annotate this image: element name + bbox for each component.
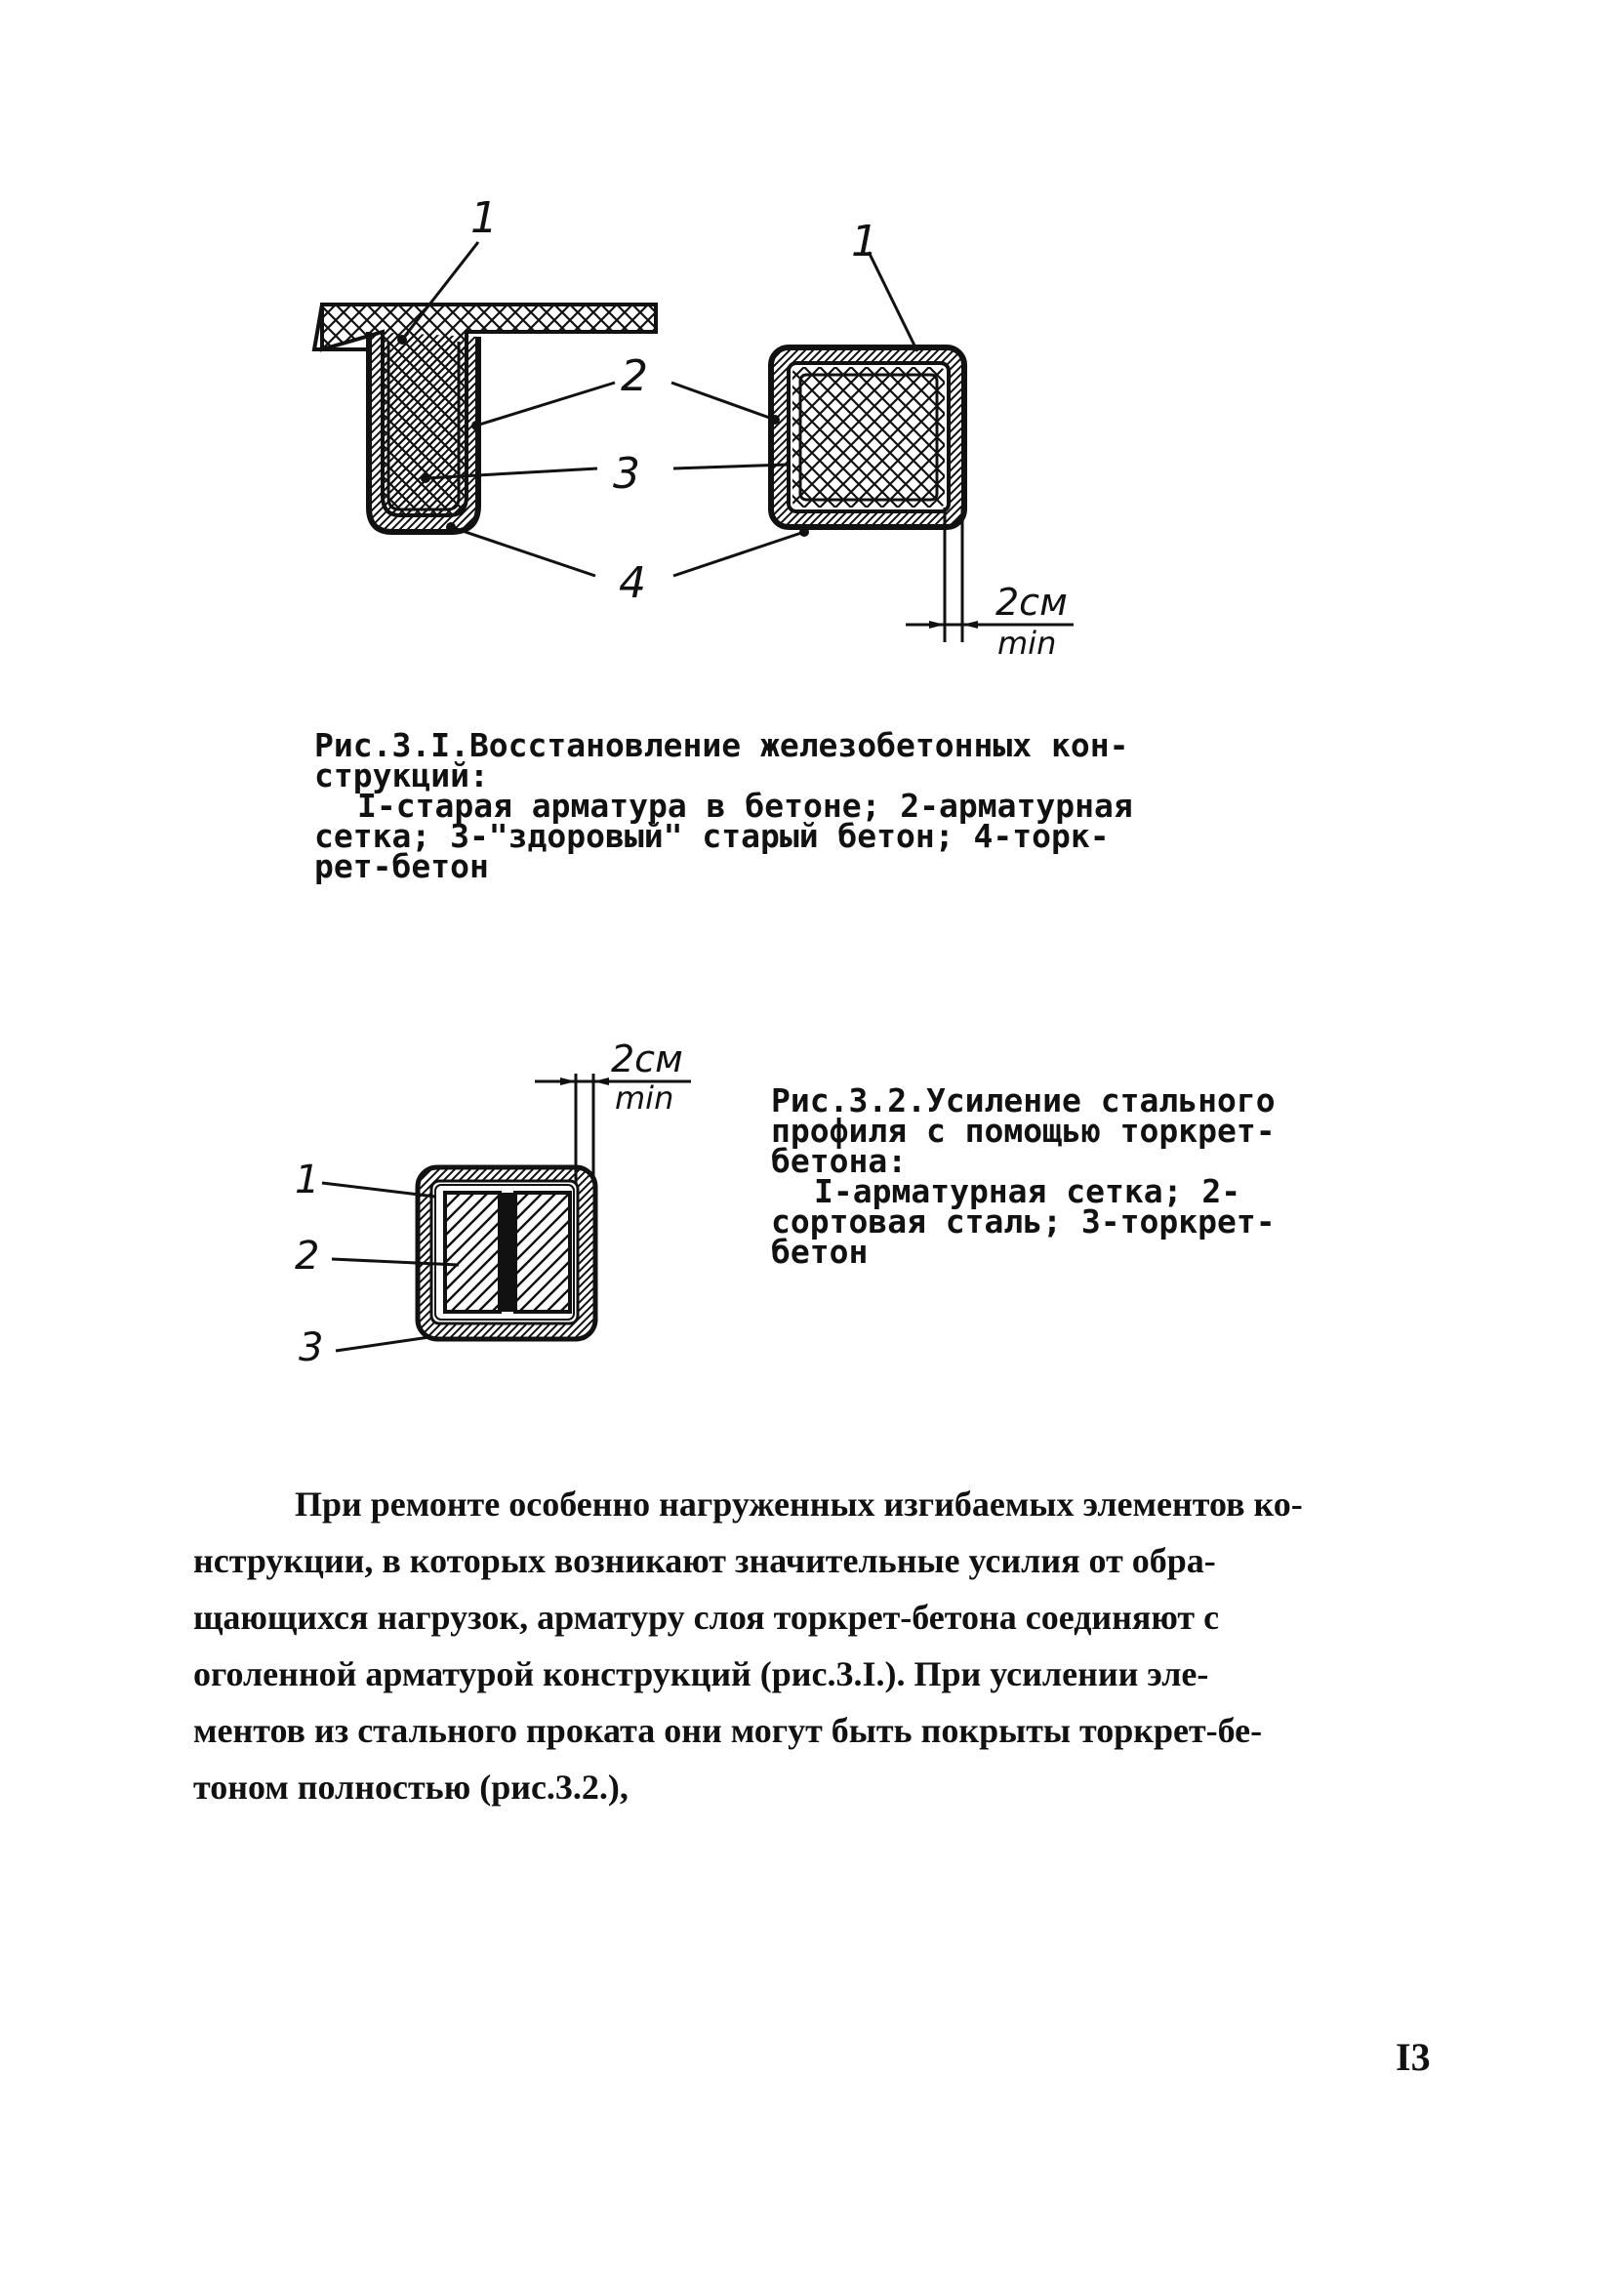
callout-4: 4 (619, 558, 646, 608)
body-paragraph (193, 1476, 1433, 1815)
paragraph-line: При ремонте особенно нагруженных изгибаемых элементов ко- (295, 1485, 1303, 1524)
caption-line: профиля с помощью торкрет- (771, 1112, 1276, 1150)
callout-2: 2 (621, 351, 648, 401)
caption-line: I-старая арматура в бетоне; 2-арматурная (357, 787, 1133, 825)
caption-line: рет-бетон (314, 847, 489, 885)
caption-line: бетона: (771, 1142, 908, 1180)
dimension-min-fig2: min (615, 1079, 674, 1117)
t-beam-section (314, 305, 656, 532)
paragraph-line: ментов из стального проката они могут быть покрыты торкрет-бе- (193, 1711, 1263, 1750)
figure-3-2-caption (771, 1081, 1276, 1271)
callout-1-fig2: 1 (295, 1158, 320, 1202)
caption-line: Рис.3.I.Восстановление железобетонных кон- (314, 726, 1129, 764)
caption-line: I-арматурная сетка; 2- (814, 1172, 1241, 1210)
dimension-2cm-fig2: 2см (611, 1037, 683, 1080)
page-number: I3 (1396, 2035, 1431, 2079)
paragraph-line: оголенной арматурой конструкций (рис.3.I.). При усилении эле- (193, 1654, 1209, 1693)
callout-1-left: 1 (470, 193, 498, 243)
paragraph-line: тоном полностью (рис.3.2.), (193, 1768, 629, 1807)
callout-3-fig2: 3 (299, 1325, 324, 1370)
callout-2-fig2: 2 (295, 1234, 320, 1279)
paragraph-line: нструкции, в которых возникают значительные усилия от обра- (193, 1541, 1216, 1580)
figure-3-1-drawing (314, 193, 1074, 662)
caption-line: сортовая сталь; 3-торкрет- (771, 1202, 1276, 1241)
figure-3-2-drawing (295, 1037, 691, 1370)
figure-3-1-caption (314, 726, 1133, 885)
callout-1-right: 1 (851, 217, 878, 266)
caption-line: Рис.3.2.Усиление стального (771, 1081, 1276, 1119)
dimension-min-fig1: min (997, 625, 1057, 662)
paragraph-line: щающихся нагрузок, арматуру слоя торкрет-бетона соединяют с (193, 1598, 1220, 1637)
caption-line: сетка; 3-"здоровый" старый бетон; 4-торк- (314, 817, 1110, 855)
callout-3: 3 (613, 449, 640, 499)
caption-line: струкций: (314, 756, 489, 794)
caption-line: бетон (771, 1233, 869, 1271)
dimension-2cm-fig1: 2см (995, 581, 1068, 624)
